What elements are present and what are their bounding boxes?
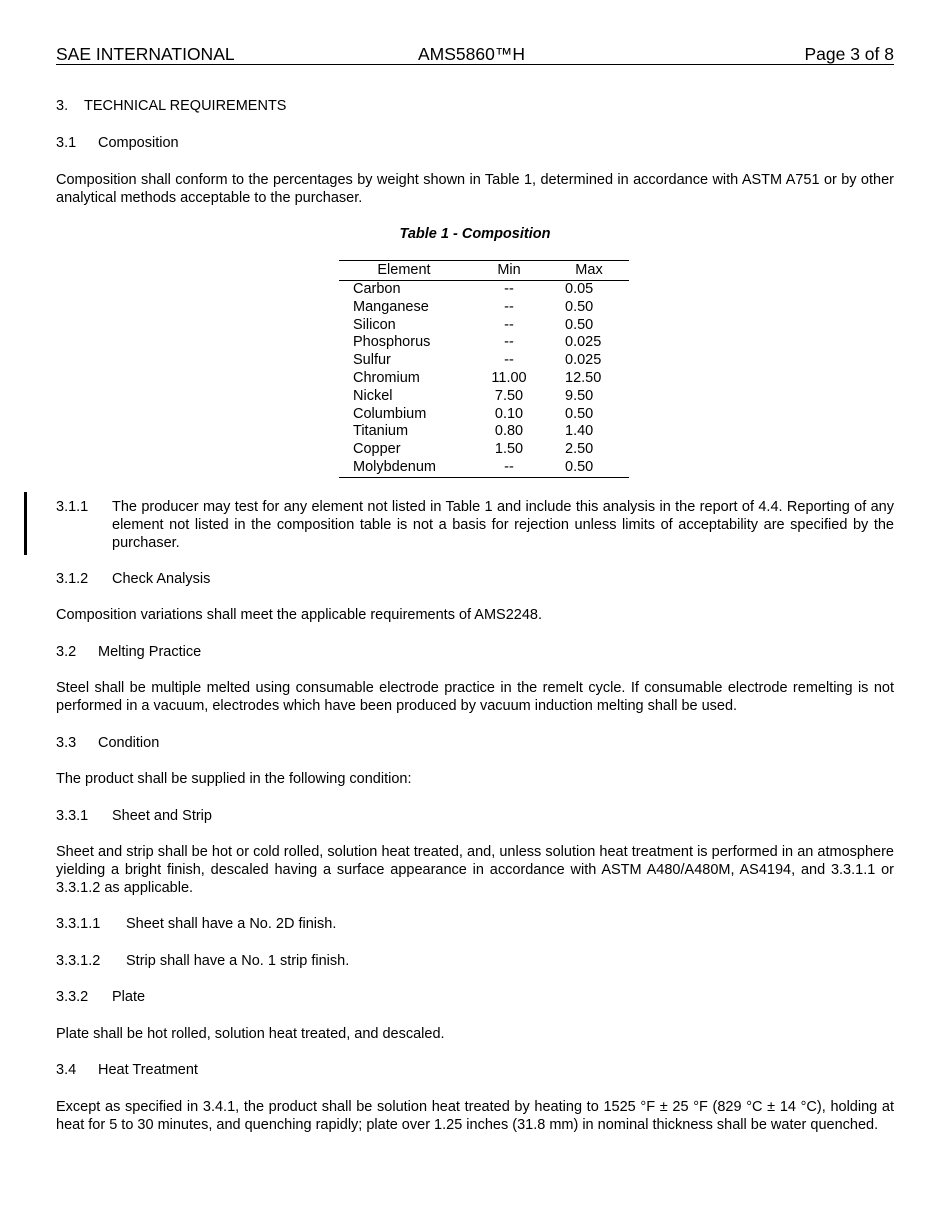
min-cell: 0.80 (494, 423, 524, 440)
section-3-3-2-text: Plate shall be hot rolled, solution heat treated, and descaled. (56, 1026, 445, 1042)
max-cell: 0.50 (565, 405, 594, 422)
revision-bar (24, 492, 27, 555)
max-cell: 0.50 (565, 316, 594, 333)
element-cell: Carbon (353, 281, 401, 297)
max-cell: 1.40 (565, 423, 594, 440)
table-row (339, 352, 629, 370)
max-cell: 2.50 (565, 441, 594, 458)
max-cell: 0.50 (565, 298, 594, 315)
element-cell: Phosphorus (353, 334, 431, 351)
table-row (339, 281, 629, 299)
section-3-4-text: Except as specified in 3.4.1, the product shall be solution heat treated by heating to 1525 °F ± 25 °F (829 °C ± 14 °C), holding at heat for 5 to 30 minutes, and quenching rapidly; plate over 1.25 inches (31.8 mm) in nominal thickness shall be water quenched. (56, 1099, 894, 1133)
section-3-3-text: The product shall be supplied in the following condition: (56, 771, 412, 787)
column-header: Min (469, 261, 549, 281)
section-3-3-1-1 (56, 915, 336, 933)
composition-table (339, 260, 629, 478)
table-row (339, 441, 629, 459)
section-title: Composition (98, 135, 179, 151)
min-cell: -- (504, 298, 514, 315)
min-cell: 7.50 (494, 387, 524, 404)
element-cell: Manganese (353, 298, 429, 315)
section-text: Sheet shall have a No. 2D finish. (126, 916, 337, 932)
section-title: Melting Practice (98, 644, 202, 660)
min-cell: -- (504, 352, 514, 369)
section-3-1-heading (56, 134, 179, 152)
table-row (339, 388, 629, 406)
section-number: 3.3.1.1 (56, 916, 101, 932)
header-page-number: Page 3 of 8 (804, 44, 894, 64)
column-header: Element (339, 261, 469, 281)
section-text: Strip shall have a No. 1 strip finish. (126, 953, 350, 969)
section-3-3-1-2 (56, 952, 349, 970)
section-number: 3.3 (56, 735, 77, 751)
section-number: 3.3.2 (56, 989, 89, 1005)
element-cell: Titanium (353, 423, 409, 440)
element-cell: Chromium (353, 369, 420, 386)
table-row (339, 370, 629, 388)
min-cell: -- (504, 281, 514, 297)
section-3-1-2-text: Composition variations shall meet the applicable requirements of AMS2248. (56, 607, 543, 623)
section-title: Plate (112, 989, 146, 1005)
section-number: 3.3.1 (56, 808, 89, 824)
section-3-1-2-heading (56, 570, 210, 588)
header-org: SAE INTERNATIONAL (56, 44, 235, 64)
min-cell: 1.50 (494, 441, 524, 458)
section-title: TECHNICAL REQUIREMENTS (84, 98, 287, 114)
table-row (339, 299, 629, 317)
table-row (339, 406, 629, 424)
section-title: Sheet and Strip (112, 808, 212, 824)
section-title: Condition (98, 735, 160, 751)
max-cell: 0.50 (549, 459, 629, 477)
min-cell: 0.10 (494, 405, 524, 422)
element-cell: Molybdenum (339, 459, 469, 477)
max-cell: 0.025 (565, 352, 602, 369)
max-cell: 0.05 (565, 281, 594, 297)
section-number: 3.1 (56, 135, 77, 151)
header-doc-id: AMS5860™H (418, 44, 525, 64)
element-cell: Columbium (353, 405, 427, 422)
table-row (339, 334, 629, 352)
section-3-2-heading (56, 643, 201, 661)
max-cell: 12.50 (565, 369, 602, 386)
table-1-caption: Table 1 - Composition (399, 226, 551, 242)
section-3-3-heading (56, 734, 159, 752)
section-3-1-1-text: The producer may test for any element not listed in Table 1 and include this analysis in the report of 4.4. Reporting of any element not listed in the composition table is not a basis for rejection unless limits of acceptability are specified by the purchaser. (112, 499, 894, 551)
element-cell: Nickel (353, 387, 393, 404)
table-header-row (339, 261, 629, 281)
min-cell: -- (504, 334, 514, 351)
max-cell: 0.025 (565, 334, 602, 351)
section-title: Heat Treatment (98, 1062, 198, 1078)
min-cell: 11.00 (491, 369, 527, 386)
element-cell: Copper (353, 441, 401, 458)
section-3-4-heading (56, 1061, 198, 1079)
section-3-3-1-heading (56, 807, 212, 825)
column-header: Max (549, 261, 629, 281)
section-title: Check Analysis (112, 571, 211, 587)
section-3-3-2-heading (56, 988, 145, 1006)
min-cell: -- (504, 316, 514, 333)
element-cell: Sulfur (353, 352, 391, 369)
section-3-2-text: Steel shall be multiple melted using consumable electrode practice in the remelt cycle. If consumable electrode remelting is not performed in a vacuum, electrodes which have been produced by vacuum induction melting shall be used. (56, 680, 894, 714)
section-3-1-1-number: 3.1.1 (56, 499, 89, 515)
table-row (339, 423, 629, 441)
section-number: 3.1.2 (56, 571, 89, 587)
section-number: 3. (56, 98, 69, 114)
table-row (339, 317, 629, 335)
page-header (56, 44, 894, 65)
table-row (339, 459, 629, 477)
section-number: 3.2 (56, 644, 77, 660)
max-cell: 9.50 (565, 387, 594, 404)
min-cell: -- (469, 459, 549, 477)
section-3-heading (56, 97, 286, 115)
section-number: 3.3.1.2 (56, 953, 101, 969)
section-3-1-text: Composition shall conform to the percentages by weight shown in Table 1, determined in accordance with ASTM A751 or by other analytical methods acceptable to the purchaser. (56, 172, 894, 206)
section-3-3-1-text: Sheet and strip shall be hot or cold rolled, solution heat treated, and, unless solution heat treatment is performed in an atmosphere yielding a bright finish, descaled having a surface appearance in accordance with ASTM A480/A480M, AS4194, and 3.3.1.1 or 3.3.1.2 as applicable. (56, 844, 894, 896)
section-number: 3.4 (56, 1062, 77, 1078)
element-cell: Silicon (353, 316, 396, 333)
